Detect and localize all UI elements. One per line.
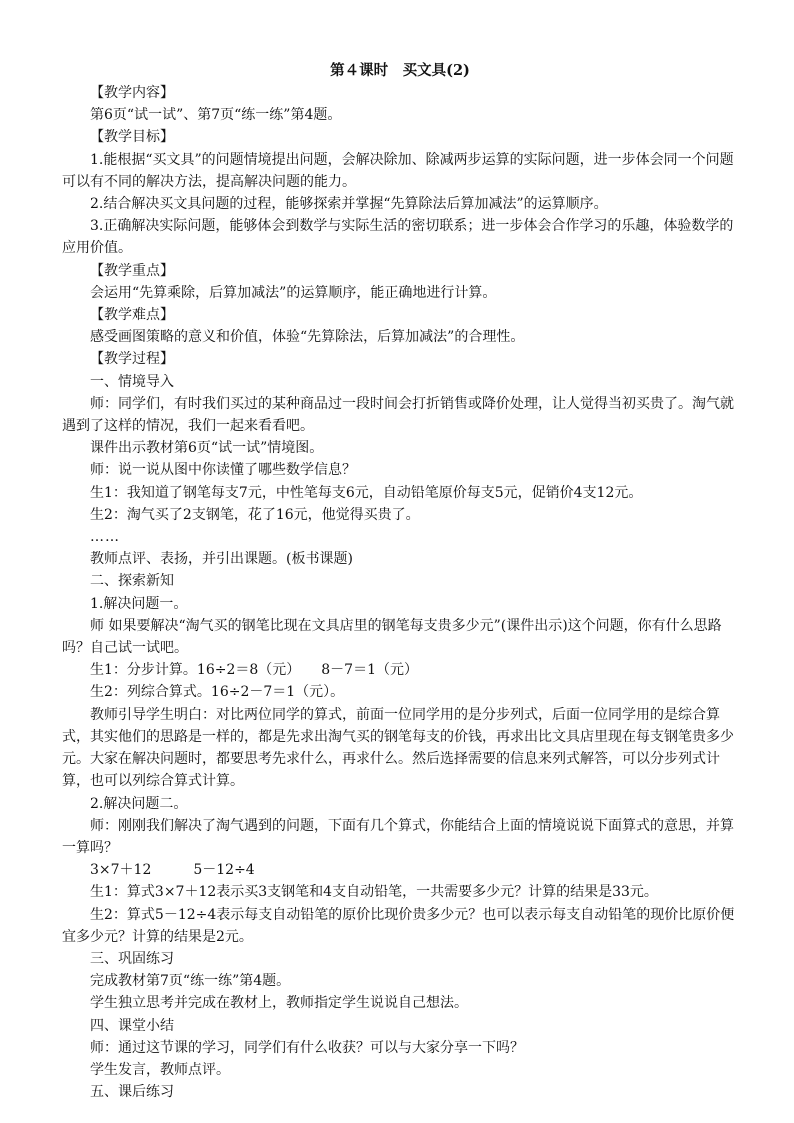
difficulty-heading: 【教学难点】 [90,307,174,324]
problem-two-paragraph: 生2：算式5－12÷4表示每支自动铅笔的原价比现价贵多少元？也可以表示每支自动铅笔的现价比原价便宜多少元？计算的结果是2元。 [62,906,735,945]
problem-two-heading: 2.解决问题二。 [90,795,188,812]
intro-paragraph: 师：同学们，有时我们买过的某种商品过一段时间会打折销售或降价处理，让人觉得当初买贵了。淘气就遇到了这样的情况，我们一起来看看吧。 [62,395,734,435]
content-heading: 【教学内容】 [90,85,174,101]
section-heading-intro: 一、情境导入 [90,373,174,390]
document-page [62,60,738,1103]
key-text: 会运用“先算乘除，后算加减法”的运算顺序，能正确地进行计算。 [90,284,497,301]
problem-one-paragraph: 师 如果要解决“淘气买的钢笔比现在文具店里的钢笔每支贵多少元”(课件出示)这个问题，你有什么思路吗？自己试一试吧。 [62,617,722,657]
section-heading-homework: 五、课后练习 [90,1084,174,1101]
intro-paragraph: 生2：淘气买了2支钢笔，花了16元，他觉得买贵了。 [90,506,420,523]
intro-paragraph: 课件出示教材第6页“试一试”情境图。 [90,440,324,457]
problem-two-paragraph: 师：刚刚我们解决了淘气遇到的问题，下面有几个算式，你能结合上面的情境说说下面算式的意思，并算一算吗？ [62,817,734,856]
section-heading-summary: 四、课堂小结 [90,1017,174,1034]
intro-paragraph: 生1：我知道了钢笔每支7元，中性笔每支6元，自动铅笔原价每支5元，促销价4支12元。 [90,484,643,501]
problem-two-formulas: 3×7＋12 5－12÷4 [90,862,255,879]
difficulty-text: 感受画图策略的意义和价值，体验“先算除法，后算加减法”的合理性。 [90,329,525,346]
problem-one-paragraph: 生1：分步计算。16÷2＝8（元） 8－7＝1（元） [90,662,418,679]
problem-one-paragraph: 教师引导学生明白：对比两位同学的算式，前面一位同学用的是分步列式，后面一位同学用的是综合算式，其实他们的思路是一样的，都是先求出淘气买的钢笔每支的价钱，再求出比文具店里现在每支钢笔贵多少元。大家在解决问题时，都要思考先求什么，再求什么。然后选择需要的信息来列式解答，可以分步列式计算，也可以列综合算式计算。 [62,706,734,790]
goal-item: 2.结合解决买文具问题的过程，能够探索并掌握“先算除法后算加减法”的运算顺序。 [90,196,608,213]
problem-one-paragraph: 生2：列综合算式。16÷2－7＝1（元）。 [90,684,345,701]
problem-two-paragraph: 生1：算式3×7＋12表示买3支钢笔和4支自动铅笔，一共需要多少元？计算的结果是33元。 [90,884,658,901]
practice-paragraph: 学生独立思考并完成在教材上，教师指定学生说说自己想法。 [90,995,468,1012]
problem-one-heading: 1.解决问题一。 [90,595,188,612]
intro-paragraph: 教师点评、表扬，并引出课题。(板书课题) [90,551,353,568]
goals-heading: 【教学目标】 [90,129,174,146]
content-text: 第6页“试一试”、第7页“练一练”第4题。 [90,107,342,124]
intro-ellipsis: …… [90,529,120,546]
process-heading: 【教学过程】 [90,351,174,368]
section-heading-explore: 二、探索新知 [90,573,174,590]
lesson-title: 第４课时 买文具(2) [330,62,470,79]
goal-item: 3.正确解决实际问题，能够体会到数学与实际生活的密切联系；进一步体会合作学习的乐趣，体验数学的应用价值。 [62,218,734,257]
goal-item: 1.能根据“买文具”的问题情境提出问题，会解决除加、除减两步运算的实际问题，进一步体会同一个问题可以有不同的解决方法，提高解决问题的能力。 [62,151,734,190]
summary-paragraph: 师：通过这节课的学习，同学们有什么收获？可以与大家分享一下吗？ [90,1039,524,1056]
section-heading-practice: 三、巩固练习 [90,950,174,967]
key-heading: 【教学重点】 [90,262,174,279]
intro-paragraph: 师：说一说从图中你读懂了哪些数学信息？ [90,462,356,479]
practice-paragraph: 完成教材第7页“练一练”第4题。 [90,973,291,990]
summary-paragraph: 学生发言，教师点评。 [90,1061,230,1078]
